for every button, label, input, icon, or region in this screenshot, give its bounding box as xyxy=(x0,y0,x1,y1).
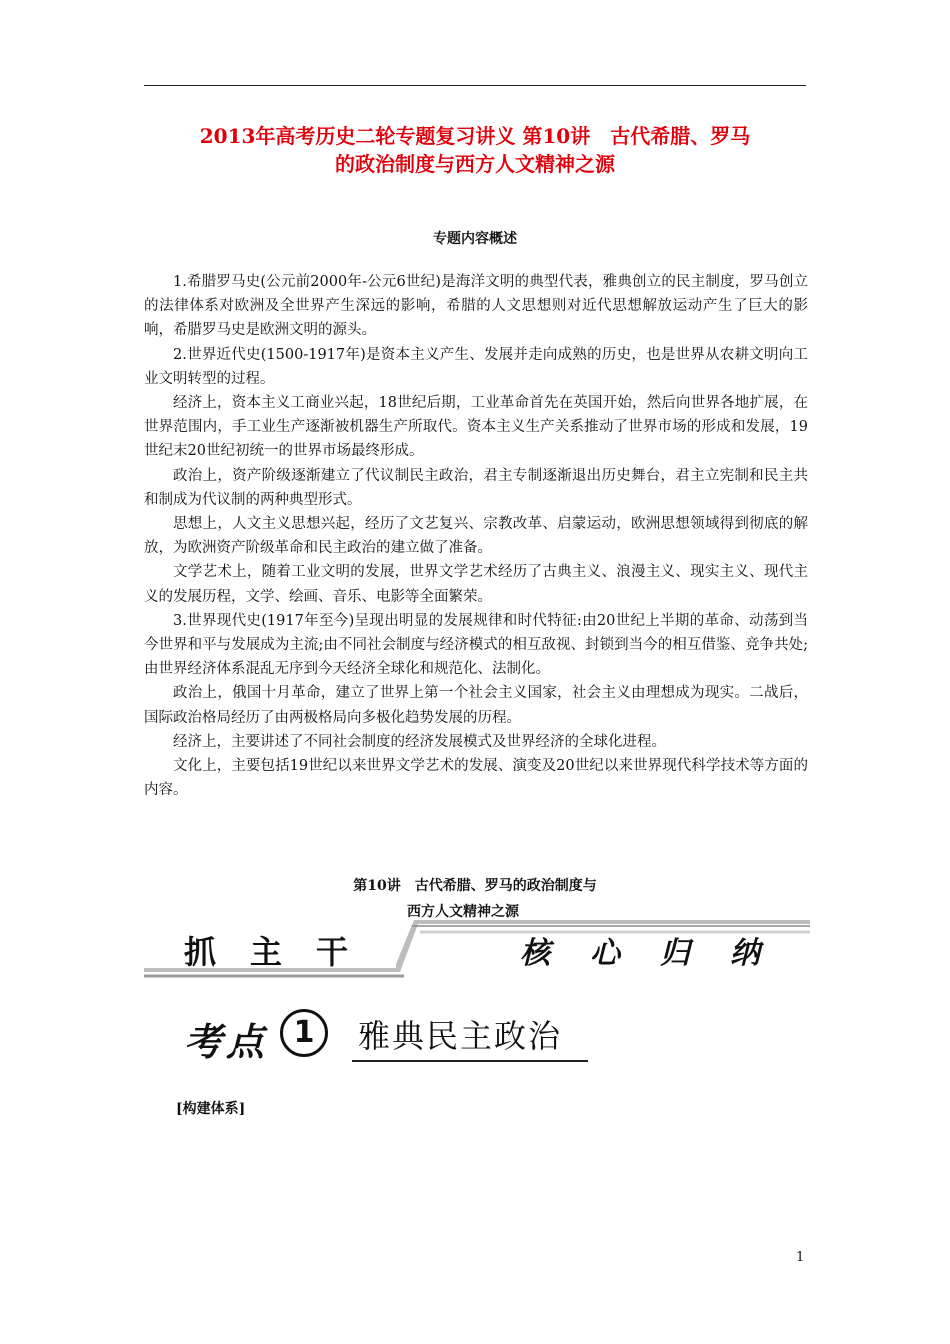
overview-body xyxy=(144,270,808,802)
paragraph: 经济上，主要讲述了不同社会制度的经济发展模式及世界经济的全球化进程。 xyxy=(173,733,666,750)
paragraph: 政治上，俄国十月革命，建立了世界上第一个社会主义国家，社会主义由理想成为现实。二战后，国际政治格局经历了由两极格局向多极化趋势发展的历程。 xyxy=(144,685,808,726)
kaodian-heading xyxy=(184,1003,594,1065)
paragraph: 政治上，资产阶级逐渐建立了代议制民主政治，君主专制逐渐退出历史舞台，君主立宪制和民主共和制成为代议制的两种典型形式。 xyxy=(144,467,808,508)
header-rule xyxy=(144,85,806,86)
lecture-heading-line1: 第10讲 古代希腊、罗马的政治制度与 xyxy=(353,878,597,894)
paragraph: 文学艺术上，随着工业文明的发展，世界文学艺术经历了古典主义、浪漫主义、现实主义、现代主义的发展历程，文学、绘画、音乐、电影等全面繁荣。 xyxy=(144,564,808,605)
kaodian-label: 考点 xyxy=(184,1019,269,1064)
subsection-label: [构建体系] xyxy=(176,1101,246,1117)
paragraph: 2.世界近代史(1500-1917年)是资本主义产生、发展并走向成熟的历史，也是世界从农耕文明向工业文明转型的过程。 xyxy=(144,346,808,387)
banner-right-text: 核心归纳 xyxy=(520,936,800,971)
paragraph: 思想上，人文主义思想兴起，经历了文艺复兴、宗教改革、启蒙运动，欧洲思想领域得到彻底的解放，为欧洲资产阶级革命和民主政治的建立做了准备。 xyxy=(144,516,808,557)
paragraph: 经济上，资本主义工商业兴起，18世纪后期，工业革命首先在英国开始，然后向世界各地扩展，在世界范围内，手工业生产逐渐被机器生产所取代。资本主义生产关系推动了世界市场的形成和发展，19世纪末20世纪初统一的世界市场最终形成。 xyxy=(144,395,808,460)
lecture-heading xyxy=(144,873,806,925)
page-number: 1 xyxy=(796,1250,805,1265)
paragraph: 文化上，主要包括19世纪以来世界文学艺术的发展、演变及20世纪以来世界现代科学技术等方面的内容。 xyxy=(144,758,808,799)
section-banner xyxy=(144,920,810,978)
document-title-line2: 的政治制度与西方人文精神之源 xyxy=(335,152,615,176)
document-title xyxy=(144,122,806,178)
lecture-heading-line2: 西方人文精神之源 xyxy=(407,904,519,920)
kaodian-title: 雅典民主政治 xyxy=(358,1017,563,1055)
kaodian-number-badge: 1 xyxy=(280,1009,328,1057)
overview-heading: 专题内容概述 xyxy=(433,231,517,247)
document-title-line1: 2013年高考历史二轮专题复习讲义 第10讲 古代希腊、罗马 xyxy=(199,124,751,148)
paragraph: 3.世界现代史(1917年至今)呈现出明显的发展规律和时代特征:由20世纪上半期的革命、动荡到当今世界和平与发展成为主流;由不同社会制度与经济模式的相互敌视、封锁到当今的相互借鉴、竞争共处;由世界经济体系混乱无序到今天经济全球化和规范化、法制化。 xyxy=(144,612,808,678)
kaodian-underline xyxy=(352,1060,588,1062)
banner-left-text: 抓主干 xyxy=(184,933,383,971)
paragraph: 1.希腊罗马史(公元前2000年-公元6世纪)是海洋文明的典型代表，雅典创立的民主制度，罗马创立的法律体系对欧洲及全世界产生深远的影响，希腊的人文思想则对近代思想解放运动产生了巨大的影响，希腊罗马史是欧洲文明的源头。 xyxy=(144,274,808,339)
